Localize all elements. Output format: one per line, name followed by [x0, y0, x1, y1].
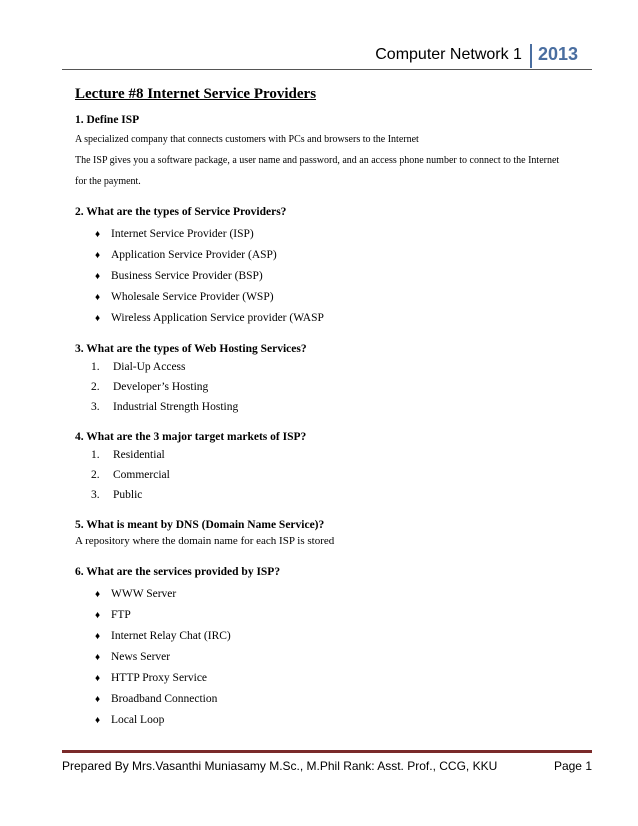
diamond-bullet-icon: ♦	[95, 229, 101, 240]
list-item-text: Business Service Provider (BSP)	[111, 270, 263, 282]
list-item-text: Residential	[113, 449, 165, 461]
answer-line: A specialized company that connects customers with PCs and browsers to the Internet	[75, 134, 419, 145]
list-item: 2. Developer’s Hosting	[91, 377, 595, 397]
list-item-text: Internet Service Provider (ISP)	[111, 228, 254, 240]
list-item	[95, 308, 595, 329]
list-item-text: Dial-Up Access	[113, 361, 186, 373]
question-5: 5. What is meant by DNS (Domain Name Service)?	[75, 519, 325, 531]
list-item	[95, 647, 595, 668]
numbered-list	[75, 357, 595, 417]
section-target-markets	[75, 431, 595, 505]
header-title: Computer Network 1	[375, 46, 522, 63]
list-item: 1. Dial-Up Access	[91, 357, 595, 377]
list-item	[95, 689, 595, 710]
page-footer	[62, 759, 592, 773]
list-item	[95, 287, 595, 308]
list-item-text: Developer’s Hosting	[113, 381, 209, 393]
list-item-text: Wholesale Service Provider (WSP)	[111, 291, 274, 303]
list-item-text: WWW Server	[111, 588, 177, 600]
list-item	[95, 668, 595, 689]
diamond-bullet-icon: ♦	[95, 715, 101, 726]
header-year: 2013	[530, 44, 578, 68]
question-4: 4. What are the 3 major target markets of ISP?	[75, 431, 307, 443]
list-item	[95, 266, 595, 287]
list-item-text: Wireless Application Service provider (WASP	[111, 312, 324, 324]
question-3: 3. What are the types of Web Hosting Services?	[75, 343, 307, 355]
section-isp-services	[75, 566, 595, 731]
diamond-bullet-icon: ♦	[95, 589, 101, 600]
list-item-text: Internet Relay Chat (IRC)	[111, 630, 231, 642]
list-item: 3. Public	[91, 485, 595, 505]
bullet-list	[75, 584, 595, 731]
section-dns	[75, 519, 595, 552]
list-item-text: HTTP Proxy Service	[111, 672, 208, 684]
diamond-bullet-icon: ♦	[95, 250, 101, 261]
list-item	[95, 710, 595, 731]
list-item: 1. Residential	[91, 445, 595, 465]
diamond-bullet-icon: ♦	[95, 313, 101, 324]
section-types-service-providers	[75, 206, 595, 329]
list-item	[95, 584, 595, 605]
document-body	[75, 86, 595, 745]
list-item-text: Public	[113, 489, 143, 501]
page-number: Page 1	[553, 759, 592, 773]
question-6: 6. What are the services provided by ISP?	[75, 566, 281, 578]
section-web-hosting	[75, 343, 595, 417]
list-item-text: News Server	[111, 651, 171, 663]
page-header	[375, 38, 578, 68]
list-item	[95, 605, 595, 626]
footer-divider	[62, 750, 592, 753]
answer-line: The ISP gives you a software package, a user name and password, and an access phone number to connect to the Internet	[75, 155, 560, 166]
list-item-text: Local Loop	[111, 714, 165, 726]
footer-author: Prepared By Mrs.Vasanthi Muniasamy M.Sc., M.Phil Rank: Asst. Prof., CCG, KKU	[62, 759, 498, 773]
list-item-text: Industrial Strength Hosting	[113, 401, 239, 413]
numbered-list	[75, 445, 595, 505]
list-item-text: Application Service Provider (ASP)	[111, 249, 277, 261]
question-2: 2. What are the types of Service Providers?	[75, 206, 287, 218]
list-item-text: Commercial	[113, 469, 170, 481]
list-item	[95, 245, 595, 266]
list-item	[95, 626, 595, 647]
diamond-bullet-icon: ♦	[95, 610, 101, 621]
answer-text: A repository where the domain name for each ISP is stored	[75, 535, 335, 547]
section-define-isp	[75, 111, 595, 192]
list-item: 3. Industrial Strength Hosting	[91, 397, 595, 417]
list-item: 2. Commercial	[91, 465, 595, 485]
diamond-bullet-icon: ♦	[95, 694, 101, 705]
diamond-bullet-icon: ♦	[95, 652, 101, 663]
diamond-bullet-icon: ♦	[95, 271, 101, 282]
diamond-bullet-icon: ♦	[95, 631, 101, 642]
header-divider	[62, 69, 592, 70]
bullet-list	[75, 224, 595, 329]
lecture-title: Lecture #8 Internet Service Providers	[75, 86, 317, 102]
list-item-text: Broadband Connection	[111, 693, 218, 705]
diamond-bullet-icon: ♦	[95, 292, 101, 303]
list-item-text: FTP	[111, 609, 131, 621]
question-1: 1. Define ISP	[75, 114, 140, 126]
answer-line: for the payment.	[75, 176, 141, 187]
diamond-bullet-icon: ♦	[95, 673, 101, 684]
list-item	[95, 224, 595, 245]
